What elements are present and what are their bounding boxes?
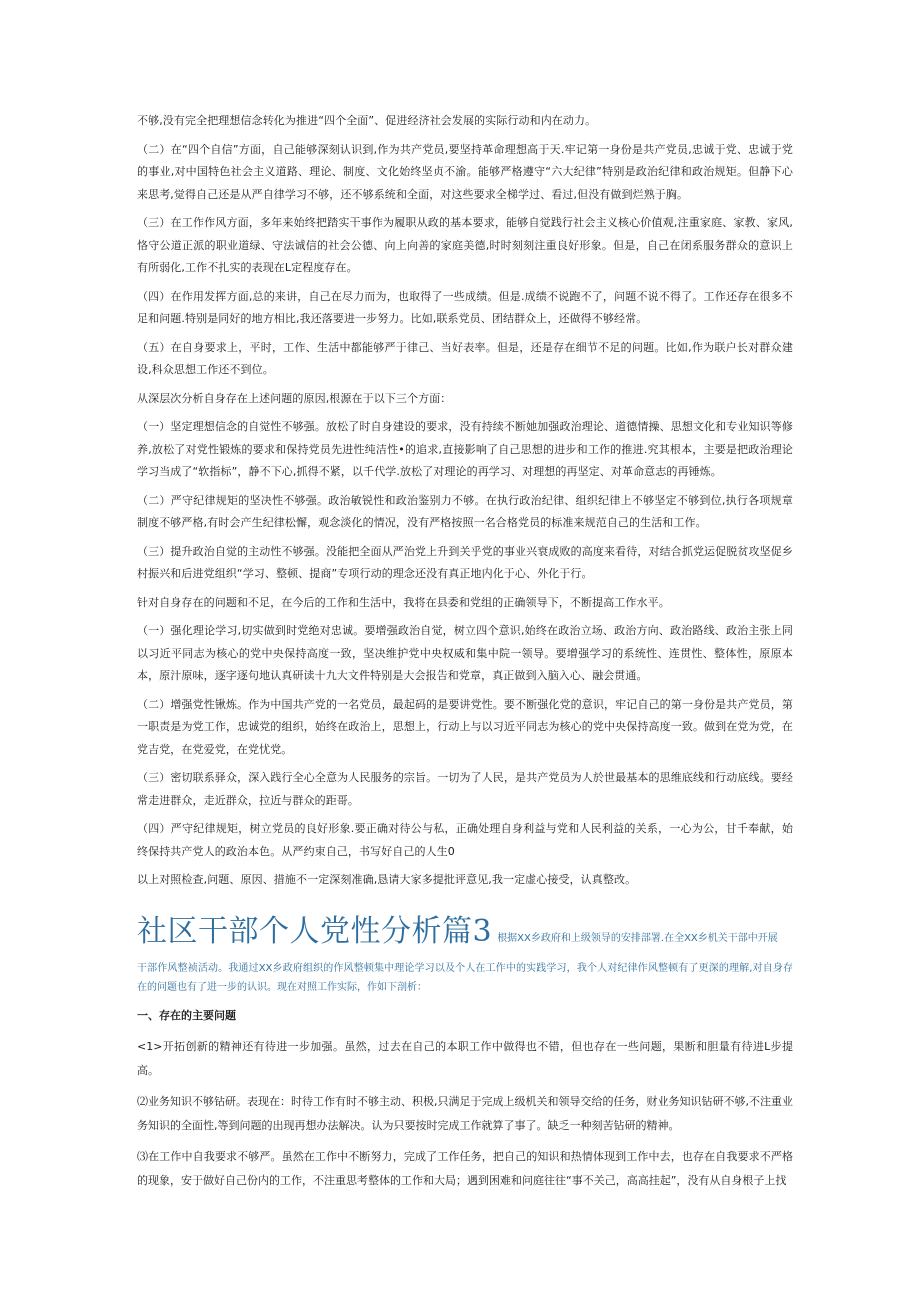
document-body <box>137 110 793 1200</box>
paragraph: （二）增强党性锹炼。作为中国共产党的一名党员，最起码的是要讲党性。要不断强化党的意识，牢记自己的第一身份是共产党员，第一职责是为党工作，忠诚党的组织，始终在政治上，思想上，行动上与以习近平同志为核心的党中央保持高度一致。做到在党为党，在党吉党，在党爱党，在党忧党。 <box>137 697 793 756</box>
paragraph: 针对自身存在的问题和不足，在今后的工作和生活中，我将在县委和党组的正确领导下，不断提高工作水平。 <box>137 595 670 609</box>
section-title: 社区干部个人党性分析篇3 <box>137 913 493 949</box>
paragraph: （二）严守纪律规矩的坚决性不够强。政治敏锐性和政治鉴别力不够。在执行政治纪律、组织纪律上不够坚定不够到位,执行各项规章制度不够严格,有时会产生纪律松懈，观念淡化的情况，没有严格按照一名合格党员的标准来规范自己的生活和工作。 <box>137 493 793 529</box>
list-item: ⑵业务知识不够钻研。表现在：时待工作有时不够主动、积极,只满足于完成上级机关和领导交给的任务，财业务知识钻研不够,不注重业务知识的全面性,等到问题的出现再想办法解决。认为只要按时完成工作就算了事了。缺乏一种刻苦钻研的精神。 <box>137 1094 793 1132</box>
paragraph: （三）在工作作风方面，多年来始终把踏实干事作为履职从政的基本要求，能够自觉践行社会主义核心价值观,注重家庭、家教、家风,恪守公道正派的职业道绿、守法诚信的社会公德、向上向善的家庭美德,时时刻刻注重良好形象。但是，自己在闭系服务群众的意识上有所弱化,工作不扎实的表现在L定程度存在。 <box>137 216 793 274</box>
section-intro: 干部作风整祯活动。我通过XX乡政府组织的作风整顿集中理论学习以及个人在工作中的实践学习，我个人对纪律作风整顿有了更深的理解,对自身存在的问题也有了进一步的认识。现在对照工作实际，作如下剖析： <box>137 962 793 993</box>
paragraph: （三）提升政治自觉的主动性不够强。没能把全面从严治党上升到关乎党的事业兴衰成败的高度来看待，对结合抓党运促脱贫攻坚促乡村振兴和后进党组织“学习、整顿、提商”专项行动的理念还没有真正地内化于心、外化于行。 <box>137 544 793 580</box>
paragraph: （一）坚定理想信念的自觉性不够强。放松了时自身建设的要求，没有持续不断她加强政治理论、道德情操、思想文化和专业知识等修养,放松了对党性锻炼的要求和保持党员先进性纯洁性•的追求,直接影响了自己思想的进步和工作的推进.究其根本，主要是把政治理论学习当成了“软指标”，静不下心,抓得不紧，以千代学.放松了对理论的再学习、对理想的再坚定、对革命意志的再锤炼。 <box>137 420 793 478</box>
paragraph: 以上对照检查,问题、原因、措施不一定深刻准确,恳请大家多提批评意见,我一定虚心接受，认真整改。 <box>137 873 637 886</box>
paragraph: （一）强化理论学习,切实做到时党绝对忠诚。要增强政治自觉，树立四个意识,始终在政治立场、政治方向、政治路线、政治主张上同以习近平同志为核心的党中央保持高度一致，坚决维护党中央权威和集中院一领导。要增强学习的系统性、连贯性、整体性，原原本本，原汁原味，逐字逐句地认真研读十九大文件特别是大会报告和党章，真正做到入脑入心、融会贯通。 <box>137 624 793 682</box>
paragraph: （四）在作用发挥方面,总的来讲，自己在尽力而为，也取得了一些成绩。但是.成绩不说跑不了，问题不说不得了。工作还存在很多不足和问题.特别是同好的地方相比,我还落要进一步努力。比如,联系党员、团结群众上，还做得不够经常。 <box>137 289 793 325</box>
subheading: 一、存在的主要问题 <box>137 1008 236 1022</box>
list-item: ⑶在工作中自我要求不够严。虽然在工作中不断努力，完成了工作任务，把自己的知识和热情体现到工作中去，也存在自我要求不严格的现象，安于做好自己份内的工作，不注重思考整体的工作和大局；遇到困难和问庭往往“事不关己，高高挂起”，没有从自身根子上找 <box>137 1149 793 1187</box>
section-heading <box>137 912 793 959</box>
section-intro-inline: 根据XX乡政府和上级领导的安排部署.在全XX乡机关干部中开展 <box>497 932 778 944</box>
paragraph: （三）密切联系驿众，深入践行全心全意为人民服务的宗旨。一切为了人民，是共产党员为人於世最基本的思维底线和行动底线。要经常走进群众，走近群众，拉近与群众的距哥。 <box>137 771 793 807</box>
paragraph: 不够,没有完全把理想信念转化为推进“四个全面”、促进经济社会发展的实际行动和内在动力。 <box>137 114 597 127</box>
paragraph: （五）在自身要求上，平时，工作、生活中都能够严于律己、当好表率。但是，还是存在细节不足的问题。比如,作为联户长对群众建设,科众思想工作还不到位。 <box>137 340 793 376</box>
list-item: <1>开拓创新的精神还有待进一步加强。虽然，过去在自己的本职工作中做得也不错，但也存在一些问题，果断和胆量有待进L步提高。 <box>137 1039 793 1077</box>
paragraph: （二）在“四个自信”方面，自己能够深刻认识到,作为共产党员,要坚持革命理想高于天.牢记第一身份是共产党员,忠诚于党、忠诚于党的事业,对中国特色社会主义道路、理论、制度、文化始终坚贞不渝。能够严格遵守“六大纪律”特别是政治纪律和政治规矩。但静下心来思考,觉得自己还是从严自律学习不够，还不够系统和全面，对这些要求全梯学过、看过,但没有做到烂熟于胸。 <box>137 142 793 201</box>
paragraph: 从深层次分析自身存在上述问题的原因,根源在于以下三个方面： <box>137 391 452 405</box>
paragraph: （四）严守纪律规矩，树立党员的良好形象.要正确对待公与私，正确处理自身利益与党和人民利益的关系，一心为公，甘千奉献，始终保持共产党人的政治本色。从严约束自己，书写好自己的人生0 <box>137 822 793 858</box>
